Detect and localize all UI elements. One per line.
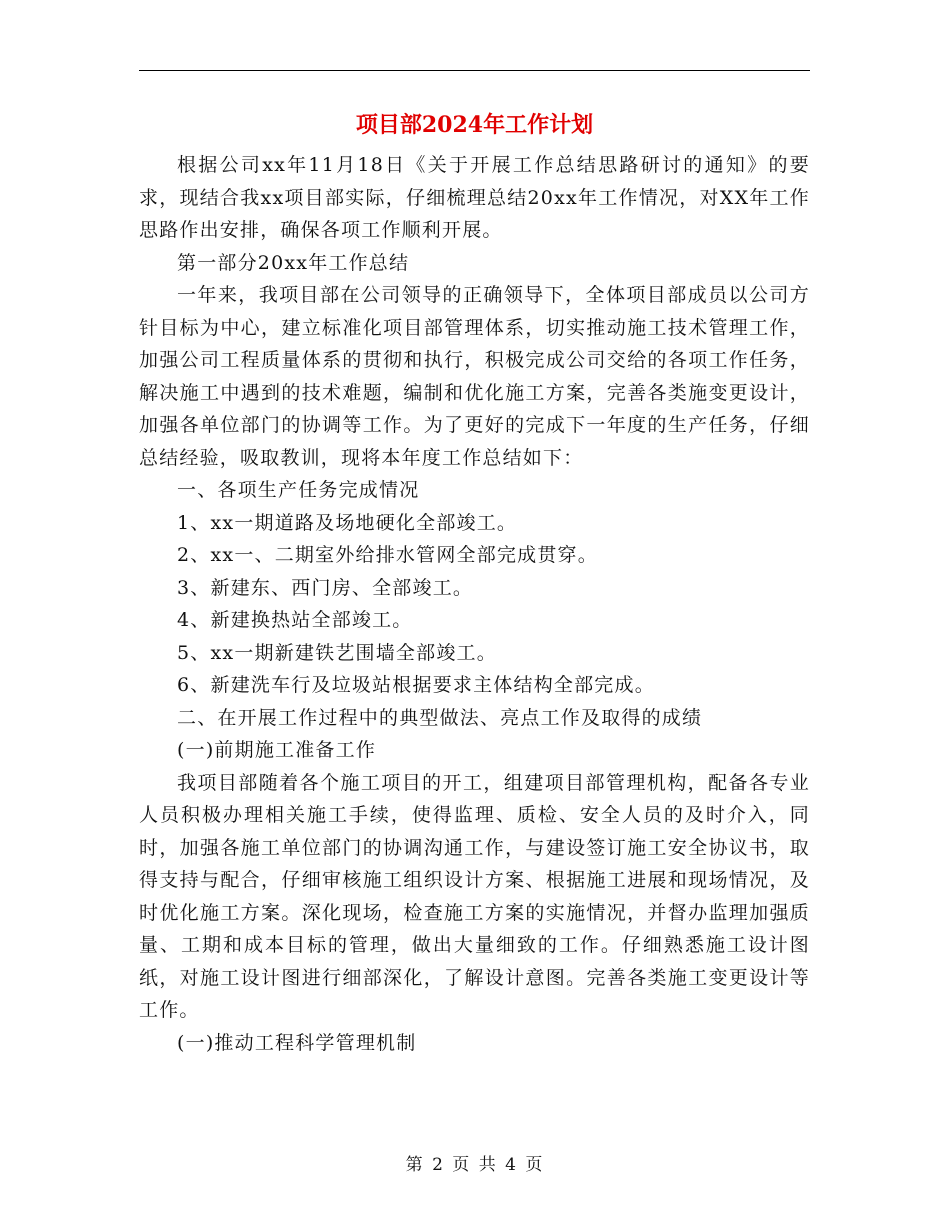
document-body [139,149,810,1059]
list-item-task-4: 4、新建换热站全部竣工。 [177,609,413,631]
document-title: 项目部2024年工作计划 [355,112,594,138]
section-heading-tasks: 一、各项生产任务完成情况 [177,479,420,501]
paragraph-preparation: 我项目部随着各个施工项目的开工，组建项目部管理机构，配备各专业人员积极办理相关施工手续，使得监理、质检、安全人员的及时介入，同时，加强各施工单位部门的协调沟通工作，与建设签订施工安全协议书，取得支持与配合，仔细审核施工组织设计方案、根据施工进展和现场情况，及时优化施工方案。深化现场，检查施工方案的实施情况，并督办监理加强质量、工期和成本目标的管理，做出大量细致的工作。仔细熟悉施工设计图纸，对施工设计图进行细部深化，了解设计意图。完善各类施工变更设计等工作。 [139,771,810,1021]
list-item-task-2: 2、xx一、二期室外给排水管网全部完成贯穿。 [177,544,598,566]
paragraph-intro: 根据公司xx年11月18日《关于开展工作总结思路研讨的通知》的要求，现结合我xx项目部实际，仔细梳理总结20xx年工作情况，对XX年工作思路作出安排，确保各项工作顺利开展。 [139,154,810,241]
paragraph-overview: 一年来，我项目部在公司领导的正确领导下，全体项目部成员以公司方针目标为中心，建立标准化项目部管理体系，切实推动施工技术管理工作，加强公司工程质量体系的贯彻和执行，积极完成公司交给的各项工作任务，解决施工中遇到的技术难题，编制和优化施工方案，完善各类施变更设计，加强各单位部门的协调等工作。为了更好的完成下一年度的生产任务，仔细总结经验，吸取教训，现将本年度工作总结如下： [139,284,810,469]
list-item-task-3: 3、新建东、西门房、全部竣工。 [177,576,474,599]
list-item-task-6: 6、新建洗车行及垃圾站根据要求主体结构全部完成。 [177,674,655,696]
list-item-task-1: 1、xx一期道路及场地硬化全部竣工。 [177,511,518,534]
subsection-heading-management: (一)推动工程科学管理机制 [177,1031,417,1054]
header-rule [139,70,810,71]
list-item-task-5: 5、xx一期新建铁艺围墙全部竣工。 [177,641,497,664]
section-heading-practices: 二、在开展工作过程中的典型做法、亮点工作及取得的成绩 [177,706,703,729]
section-heading-part-one: 第一部分20xx年工作总结 [177,251,410,274]
page-number: 第 2 页 共 4 页 [405,1155,545,1175]
subsection-heading-preparation: (一)前期施工准备工作 [177,739,377,761]
